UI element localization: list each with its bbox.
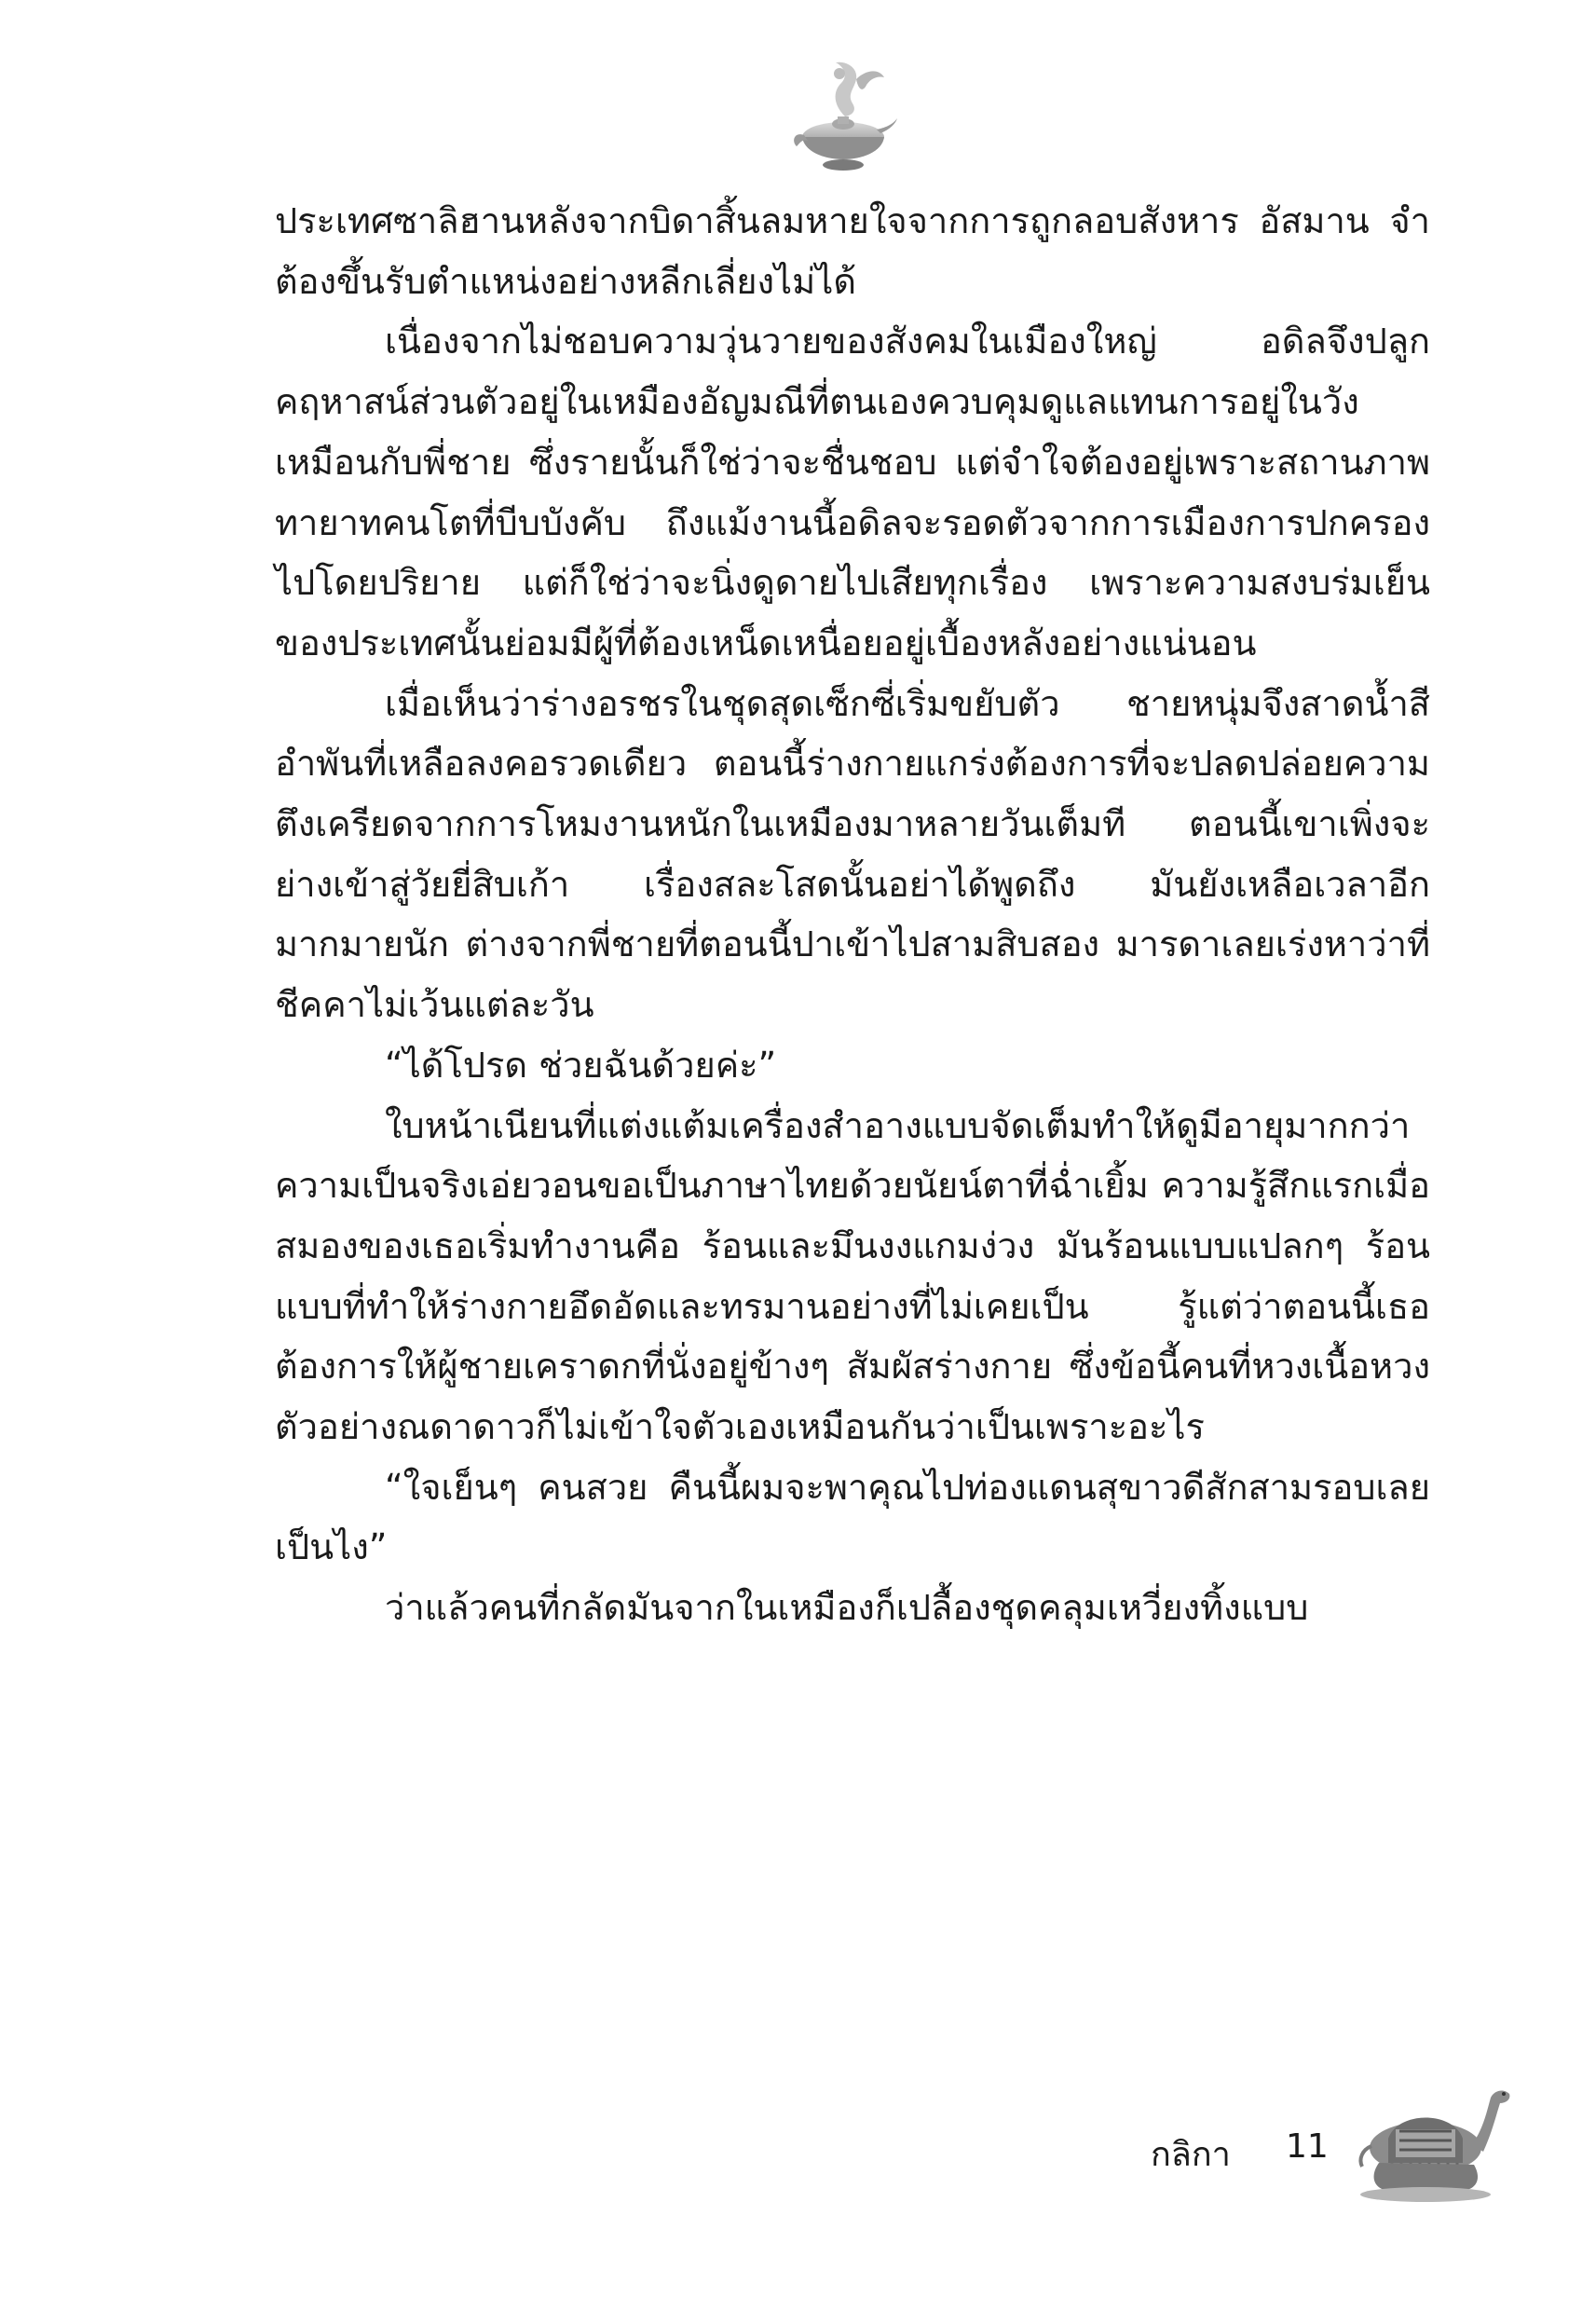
paragraph-2: เนื่องจากไม่ชอบความวุ่นวายของสังคมในเมืองใหญ่ อดิลจึงปลูกคฤหาสน์ส่วนตัวอยู่ในเหมืองอัญมณีที่ตนเองควบคุมดูแลแทนการอยู่ในวังเหมือนกับพี่ชาย ซึ่งรายนั้นก็ใช่ว่าจะชื่นชอบ แต่จำใจต้องอยู่เพราะสถานภาพทายาทคนโตที่บีบบังคับ ถึงแม้งานนี้อดิลจะรอดตัวจากการเมืองการปกครองไปโดยปริยาย แต่ก็ใช่ว่าจะนิ่งดูดายไปเสียทุกเรื่อง เพราะความสงบร่มเย็นของประเทศนั้นย่อมมีผู้ที่ต้องเหน็ดเหนื่อยอยู่เบื้องหลังอย่างแน่นอน	[275, 321, 1430, 663]
paragraph-5: ใบหน้าเนียนที่แต่งแต้มเครื่องสำอางแบบจัดเต็มทำให้ดูมีอายุมากกว่าความเป็นจริงเอ่ยวอนขอเป็นภาษาไทยด้วยนัยน์ตาที่ฉ่ำเยิ้ม ความรู้สึกแรกเมื่อสมองของเธอเริ่มทำงานคือ ร้อนและมึนงงแกมง่วง มันร้อนแบบแปลกๆ ร้อนแบบที่ทำให้ร่างกายอึดอัดและทรมานอย่างที่ไม่เคยเป็น รู้แต่ว่าตอนนี้เธอต้องการให้ผู้ชายเคราดกที่นั่งอยู่ข้างๆ สัมผัสร่างกาย ซึ่งข้อนี้คนที่หวงเนื้อหวงตัวอย่างณดาดาวก็ไม่เข้าใจตัวเองเหมือนกันว่าเป็นเพราะอะไร	[275, 1104, 1430, 1448]
paragraph-4: “ได้โปรด ช่วยฉันด้วยค่ะ”	[385, 1044, 777, 1086]
paragraph-3: เมื่อเห็นว่าร่างอรชรในชุดสุดเซ็กซี่เริ่มขยับตัว ชายหนุ่มจึงสาดน้ำสีอำพันที่เหลือลงคอรวดเดียว ตอนนี้ร่างกายแกร่งต้องการที่จะปลดปล่อยความตึงเครียดจากการโหมงานหนักในเหมืองมาหลายวันเต็มที ตอนนี้เขาเพิ่งจะย่างเข้าสู่วัยยี่สิบเก้า เรื่องสละโสดนั้นอย่าได้พูดถึง มันยังเหลือเวลาอีกมากมายนัก ต่างจากพี่ชายที่ตอนนี้ปาเข้าไปสามสิบสอง มารดาเลยเร่งหาว่าที่ชีคคาไม่เว้นแต่ละวัน	[275, 682, 1430, 1026]
paragraph-7: ว่าแล้วคนที่กลัดมันจากในเหมืองก็เปลื้องชุดคลุมเหวี่ยงทิ้งแบบ	[385, 1587, 1309, 1629]
camel-icon	[1351, 2073, 1519, 2213]
chapter-body	[275, 191, 1430, 1638]
author-name: กลิกา	[1151, 2136, 1231, 2174]
paragraph-6: “ใจเย็นๆ คนสวย คืนนี้ผมจะพาคุณไปท่องแดนสุขาวดีสักสามรอบเลยเป็นไง”	[275, 1466, 1430, 1568]
page-number: 11	[1286, 2127, 1329, 2166]
paragraph-1: ประเทศซาลิฮานหลังจากบิดาสิ้นลมหายใจจากการถูกลอบสังหาร อัสมาน จำต้องขึ้นรับตำแหน่งอย่างหลีกเลี่ยงไม่ได้	[275, 200, 1430, 302]
genie-lamp-icon	[787, 51, 899, 177]
page-footer	[1099, 2073, 1519, 2222]
